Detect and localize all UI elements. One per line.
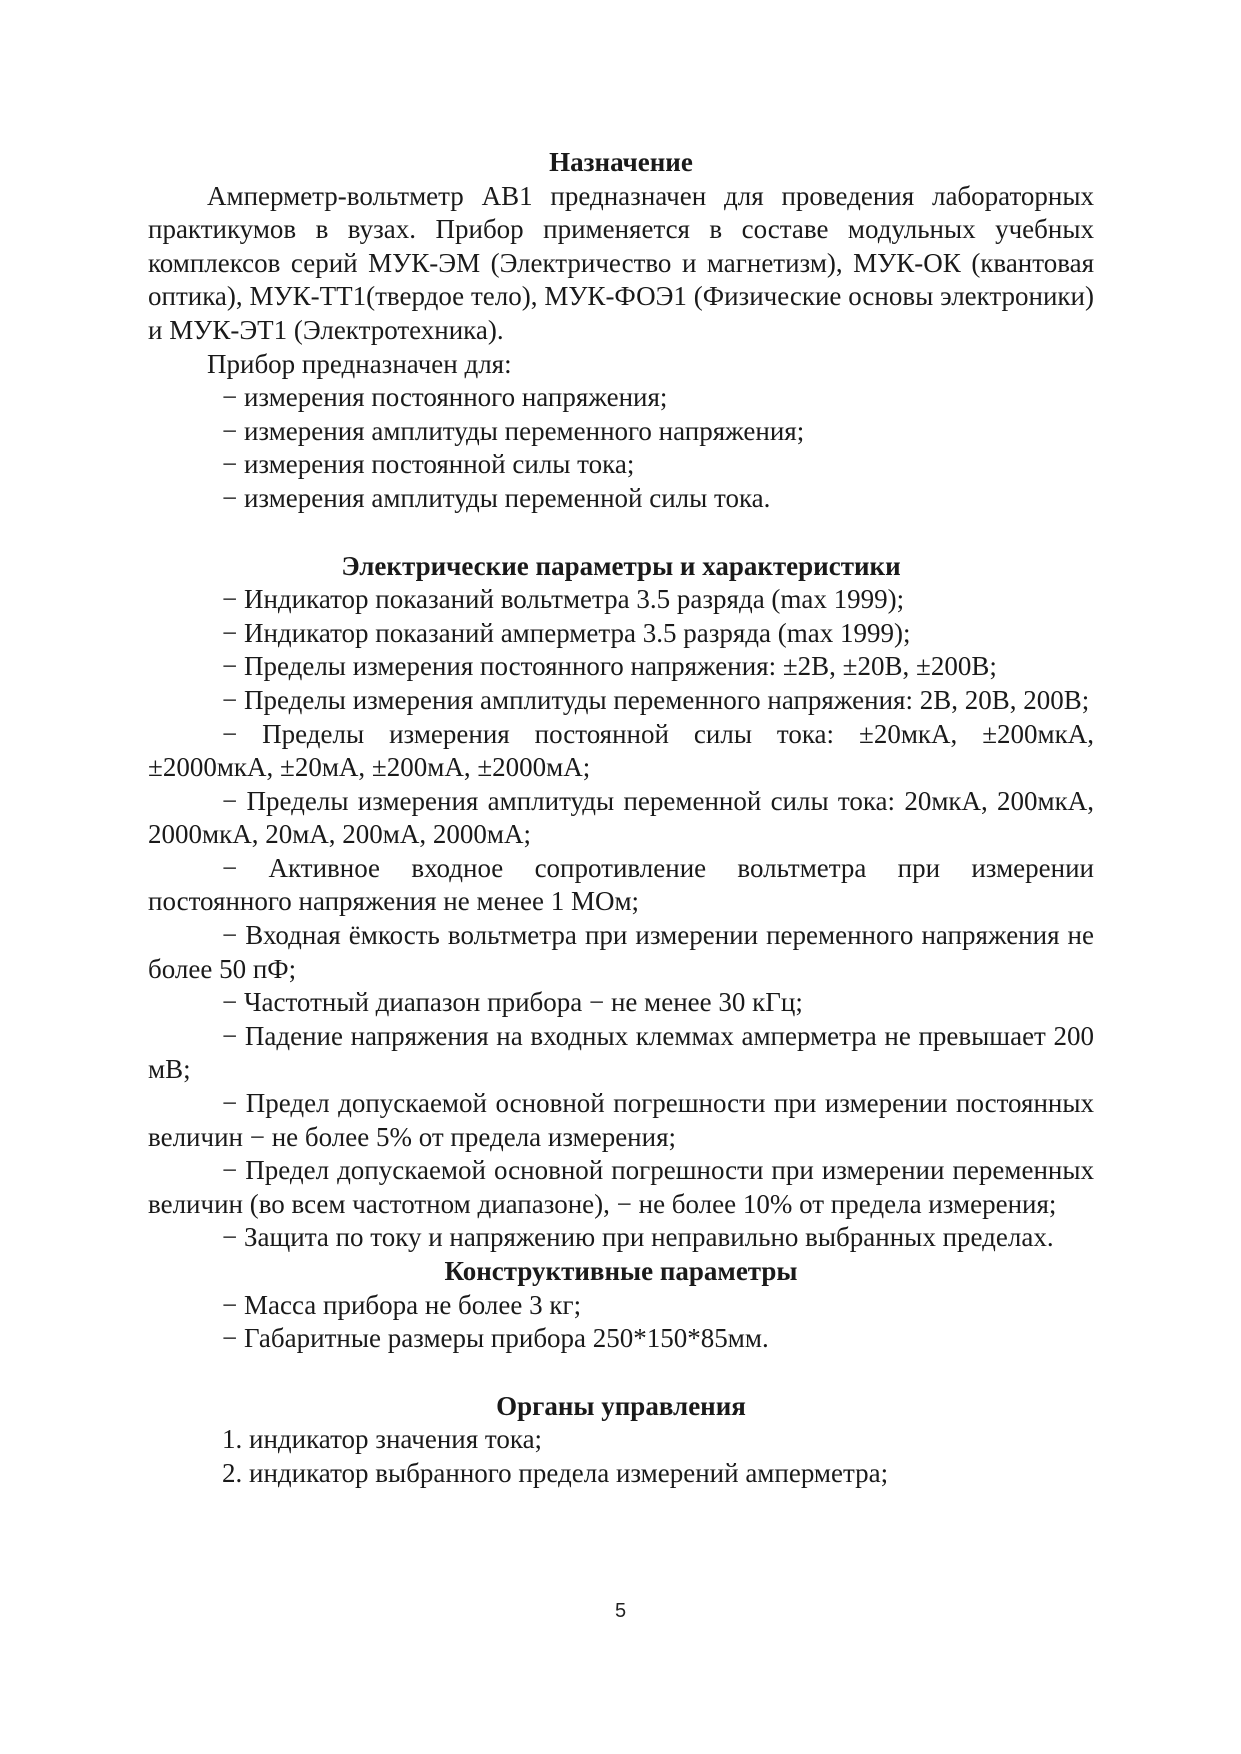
electrical-item: − Предел допускаемой основной погрешности при измерении переменных величин (во всем частотном диапазоне), − не более 10% от предела измерения;: [148, 1155, 1094, 1219]
purpose-item: − измерения постоянного напряжения;: [222, 382, 668, 413]
section-spacer: [148, 1356, 1094, 1390]
purpose-item: − измерения постоянной силы тока;: [222, 449, 635, 480]
electrical-item: − Индикатор показаний вольтметра 3.5 разряда (max 1999);: [222, 584, 905, 615]
purpose-lead: Прибор предназначен для:: [207, 348, 512, 379]
document-page: [148, 146, 1094, 1491]
electrical-item: − Частотный диапазон прибора − не менее 30 кГц;: [222, 987, 803, 1018]
section-title-electrical: Электрические параметры и характеристики: [341, 550, 901, 581]
electrical-item: − Защита по току и напряжению при неправильно выбранных пределах.: [222, 1222, 1054, 1253]
purpose-intro-paragraph: Амперметр-вольтметр АВ1 предназначен для проведения лабораторных практикумов в вузах. Прибор применяется в составе модульных учебных комплексов серий МУК-ЭМ (Электричество и магнетизм), МУК-ОК (квантовая оптика), МУК-ТТ1(твердое тело), МУК-ФОЭ1 (Физические основы электроники) и МУК-ЭТ1 (Электротехника).: [148, 180, 1094, 345]
section-title-controls: Органы управления: [496, 1390, 746, 1421]
construction-item: − Масса прибора не более 3 кг;: [222, 1289, 582, 1320]
electrical-item: − Пределы измерения амплитуды переменной силы тока: 20мкА, 200мкА, 2000мкА, 20мА, 200мА, 2000мА;: [148, 785, 1094, 850]
section-title-purpose: Назначение: [549, 147, 693, 177]
electrical-item: − Падение напряжения на входных клеммах амперметра не превышает 200 мВ;: [148, 1020, 1094, 1085]
construction-item: − Габаритные размеры прибора 250*150*85мм.: [222, 1323, 769, 1354]
page-number: 5: [614, 1600, 627, 1622]
purpose-item: − измерения амплитуды переменной силы тока.: [222, 482, 771, 513]
electrical-item: − Индикатор показаний амперметра 3.5 разряда (max 1999);: [222, 617, 911, 648]
electrical-item: − Предел допускаемой основной погрешности при измерении постоянных величин − не более 5% от предела измерения;: [148, 1088, 1094, 1152]
electrical-item: − Пределы измерения постоянной силы тока: ±20мкА, ±200мкА, ±2000мкА, ±20мА, ±200мА, ±2000мА;: [148, 718, 1094, 783]
electrical-item: − Пределы измерения постоянного напряжения: ±2В, ±20В, ±200В;: [222, 651, 997, 682]
electrical-item: − Входная ёмкость вольтметра при измерении переменного напряжения не более 50 пФ;: [148, 920, 1094, 984]
controls-item: 2. индикатор выбранного предела измерений амперметра;: [222, 1457, 889, 1488]
electrical-item: − Активное входное сопротивление вольтметра при измерении постоянного напряжения не менее 1 МОм;: [148, 852, 1094, 917]
purpose-item: − измерения амплитуды переменного напряжения;: [222, 415, 805, 446]
electrical-item: − Пределы измерения амплитуды переменного напряжения: 2В, 20В, 200В;: [222, 684, 1090, 715]
section-spacer: [148, 516, 1094, 550]
section-title-construction: Конструктивные параметры: [444, 1256, 798, 1286]
controls-item: 1. индикатор значения тока;: [222, 1424, 543, 1455]
